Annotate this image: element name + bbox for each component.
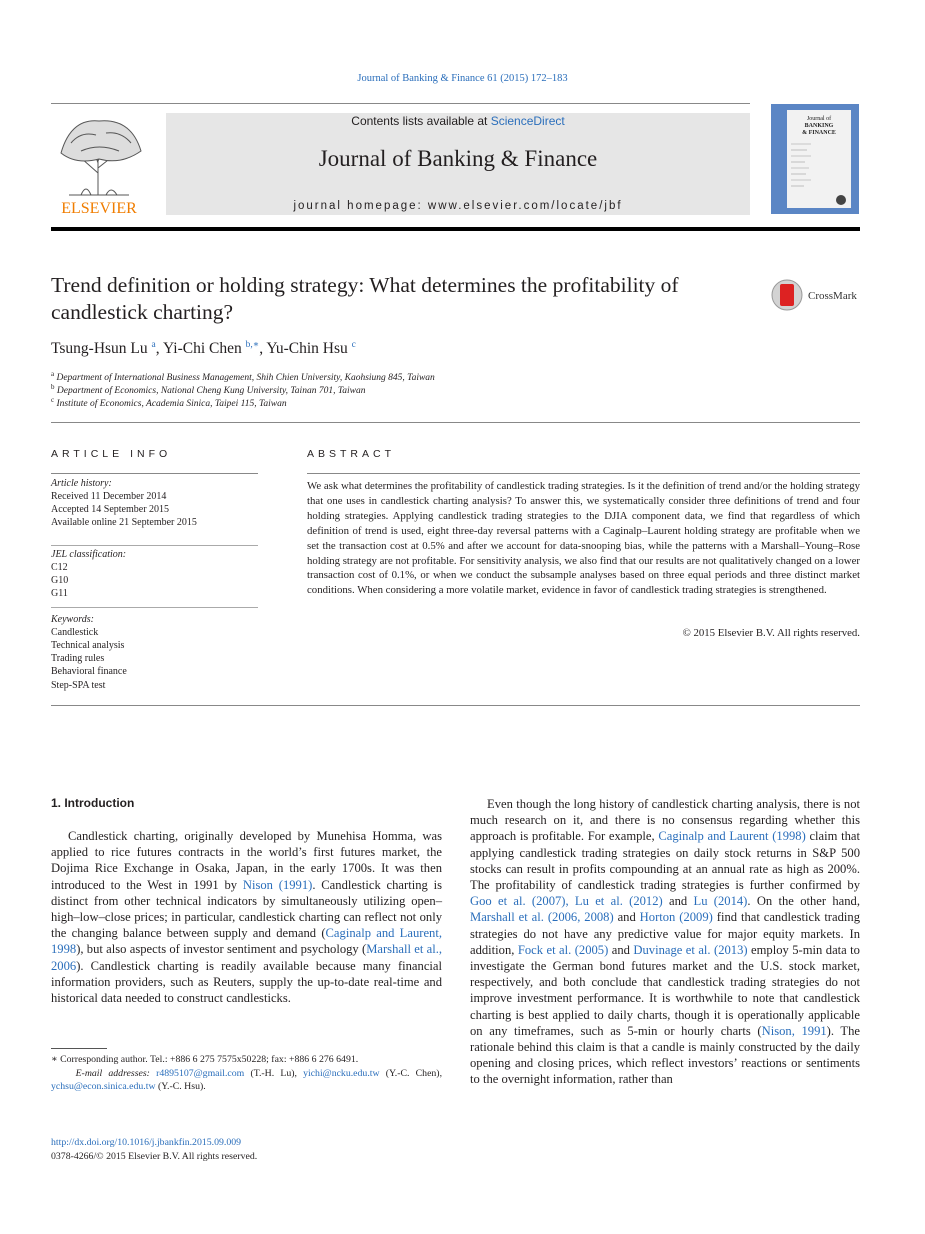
- journal-cover-thumbnail[interactable]: [771, 104, 859, 214]
- keyword-item: Technical analysis: [51, 640, 125, 651]
- body-column-left: Candlestick charting, originally developed by Munehisa Homma, was applied to rice futures contracts in the world’s first futures market, the Dojima Rice Exchange in Osaka, Japan, in the early 1700s. It was then introduced to the West in 1991 by Nison (1991). Candlestick charting is distinct from other technical indicators by simultaneously utilizing open–high–low–close prices; in particular, candlestick charting can reflect not only the changing balance between supply and demand (Caginalp and Laurent, 1998), but also aspects of investor sentiment and psychology (Marshall et al., 2006). Candlestick charting is readily available because many financial information providers, such as Reuters, supply the up-to-date real-time and historical data needed to construct candlesticks.: [51, 829, 442, 1006]
- journal-homepage: journal homepage: www.elsevier.com/locate/jbf: [293, 200, 623, 212]
- citation-link[interactable]: Horton (2009): [639, 910, 713, 925]
- title-divider: [51, 422, 860, 423]
- article-info-caption: ARTICLE INFO: [51, 448, 172, 460]
- history-item: Received 11 December 2014: [51, 491, 167, 502]
- author-affil-marker[interactable]: c: [351, 340, 356, 350]
- crossmark-icon: [780, 284, 794, 306]
- citation-link[interactable]: Marshall et al. (2006, 2008): [470, 910, 614, 925]
- section-heading: 1. Introduction: [51, 796, 135, 810]
- abstract-text: We ask what determines the profitability of candlestick trading strategies. Is it the definition of trend and/or the holding strategy that one uses in candlestick charting analysis? To answer this, we systematically consider three definitions of trend and four holding strategies. Applying candlestick trading strategies to the DJIA component data, we find that regardless of which definition of trend is used, eight three-day reversal patterns with a Caginalp–Laurent holding strategy are profitable when we set the transaction cost at 0.5% and after we account for data-snooping bias, while the patterns with a Marshall–Young–Rose holding strategy are not profitable. For sensitivity analysis, we also find that our results are not qualitatively changed on a lower transaction cost of 0.1%, or when we conduct the subsample analyses based on three equal periods and three distinct market conditions. When considering a more volatile market, evidence in favor of candlestick trading strategies is strengthened.: [307, 480, 860, 597]
- email-link[interactable]: ychsu@econ.sinica.edu.tw: [51, 1081, 156, 1092]
- homepage-link[interactable]: www.elsevier.com/locate/jbf: [427, 200, 623, 212]
- abstract-copyright: © 2015 Elsevier B.V. All rights reserved.: [682, 627, 860, 639]
- citation-link[interactable]: Caginalp and Laurent, 1998: [51, 926, 442, 957]
- keyword-item: Step-SPA test: [51, 680, 106, 691]
- author-name: Tsung-Hsun Lu: [51, 340, 148, 358]
- article-title: Trend definition or holding strategy: What determines the profitability of candlestick charting?: [51, 273, 679, 324]
- doi-link[interactable]: http://dx.doi.org/10.1016/j.jbankfin.2015.09.009: [51, 1137, 242, 1148]
- affiliation: $^c$ Institute of Economics, Academia Sinica, Taipei 115, Taiwan: [51, 396, 287, 410]
- author-name: Yi-Chi Chen: [162, 340, 242, 358]
- citation-link[interactable]: Duvinage et al. (2013): [633, 942, 748, 957]
- svg-text:Journal of: Journal of: [806, 116, 832, 122]
- jel-item: G11: [51, 588, 68, 599]
- citation-link[interactable]: Nison, 1991: [761, 1023, 827, 1038]
- author-name: Yu-Chin Hsu: [266, 340, 348, 358]
- header-thick-rule: [51, 227, 860, 231]
- keyword-item: Trading rules: [51, 653, 105, 664]
- jel-item: C12: [51, 562, 68, 573]
- citation-link[interactable]: Caginalp and Laurent (1998): [658, 829, 806, 844]
- journal-title: Journal of Banking & Finance: [318, 146, 598, 171]
- header-divider: [51, 103, 750, 104]
- sciencedirect-link[interactable]: ScienceDirect: [490, 114, 565, 128]
- history-item: Accepted 14 September 2015: [51, 504, 170, 515]
- keyword-item: Candlestick: [51, 627, 99, 638]
- citation-link[interactable]: Fock et al. (2005): [517, 942, 609, 957]
- citation-link[interactable]: Nison (1991): [242, 877, 313, 892]
- svg-text:& FINANCE: & FINANCE: [802, 130, 836, 136]
- article-info-rule: [51, 473, 258, 474]
- info-separator: [51, 545, 258, 546]
- corresponding-footnote: ∗ Corresponding author. Tel.: +886 6 275 7575x50228; fax: +886 6 276 6491. E-mail addresses: r4895107@gmail.com (T.-H. Lu), yichi@ncku.edu.tw (Y.-C. Chen), ychsu@econ.sinica.edu.tw (Y.-C. Hsu).: [51, 1054, 443, 1092]
- affiliation: $^a$ Department of International Business Management, Shih Chien University, Kaohsiung 845, Taiwan: [51, 370, 435, 384]
- elsevier-logo[interactable]: [51, 113, 147, 215]
- citation-link[interactable]: Goo et al. (2007), Lu et al. (2012): [470, 894, 663, 909]
- jel-label: JEL classification:: [51, 549, 127, 560]
- body-column-right: Even though the long history of candlestick charting analysis, there is not much research on it, and there is no consensus regarding whether this approach is profitable. For example, Caginalp and Laurent (1998) claim that applying candlestick trading strategies on daily stock returns in S&P 500 stocks can result in profits compounding at an annual rate as high as 200%. The profitability of candlestick trading strategies is further confirmed by Goo et al. (2007), Lu et al. (2012) and Lu (2014). On the other hand, Marshall et al. (2006, 2008) and Horton (2009) find that candlestick trading strategies do not have any predictive value for major equity markets. In addition, Fock et al. (2005) and Duvinage et al. (2013) employ 5-min data to investigate the German bond futures market and the U.S. stock market, respectively, and both conclude that candlestick trading strategies do not improve investment performance. It is worthwhile to note that candlestick charting is best applied to daily charts, though it is operationally applicable on any timeframes, such as 5-min or hourly charts (Nison, 1991). The rationale behind this claim is that a candle is mainly constructed by the daily opening and closing prices, which reflect investors’ reactions or sentiments to the overnight information, rather than: [470, 797, 861, 1087]
- elsevier-logo-text: ELSEVIER: [61, 200, 137, 215]
- abstract-rule: [307, 473, 860, 474]
- author-affil-marker[interactable]: a: [151, 340, 156, 350]
- keyword-item: Behavioral finance: [51, 666, 127, 677]
- info-separator: [51, 607, 258, 608]
- abstract-caption: ABSTRACT: [307, 448, 396, 460]
- svg-text:BANKING: BANKING: [804, 123, 834, 129]
- issn-line: 0378-4266/© 2015 Elsevier B.V. All rights reserved.: [51, 1151, 258, 1162]
- author-affil-marker[interactable]: b,∗: [245, 340, 260, 350]
- email-link[interactable]: r4895107@gmail.com: [156, 1067, 245, 1079]
- history-item: Available online 21 September 2015: [51, 517, 197, 528]
- author-list: Tsung-Hsun Lu $^a$, Yi-Chi Chen $^{b,∗}$, Yu-Chin Hsu $^c$: [51, 340, 356, 358]
- crossmark-badge[interactable]: [771, 278, 863, 312]
- journal-reference[interactable]: Journal of Banking & Finance 61 (2015) 172–183: [357, 73, 568, 84]
- citation-link[interactable]: Lu (2014): [693, 894, 748, 909]
- history-label: Article history:: [51, 478, 112, 489]
- citation-link[interactable]: Marshall et al., 2006: [51, 942, 442, 973]
- contents-line: Contents lists available at ScienceDirect: [351, 114, 565, 128]
- jel-item: G10: [51, 575, 69, 586]
- keywords-label: Keywords:: [51, 614, 94, 625]
- footnote-rule: [51, 1048, 107, 1049]
- svg-text:CrossMark: CrossMark: [808, 290, 857, 302]
- affiliation: $^b$ Department of Economics, National Cheng Kung University, Tainan 701, Taiwan: [51, 383, 366, 397]
- email-link[interactable]: yichi@ncku.edu.tw: [303, 1067, 380, 1079]
- abstract-bottom-rule: [51, 705, 860, 706]
